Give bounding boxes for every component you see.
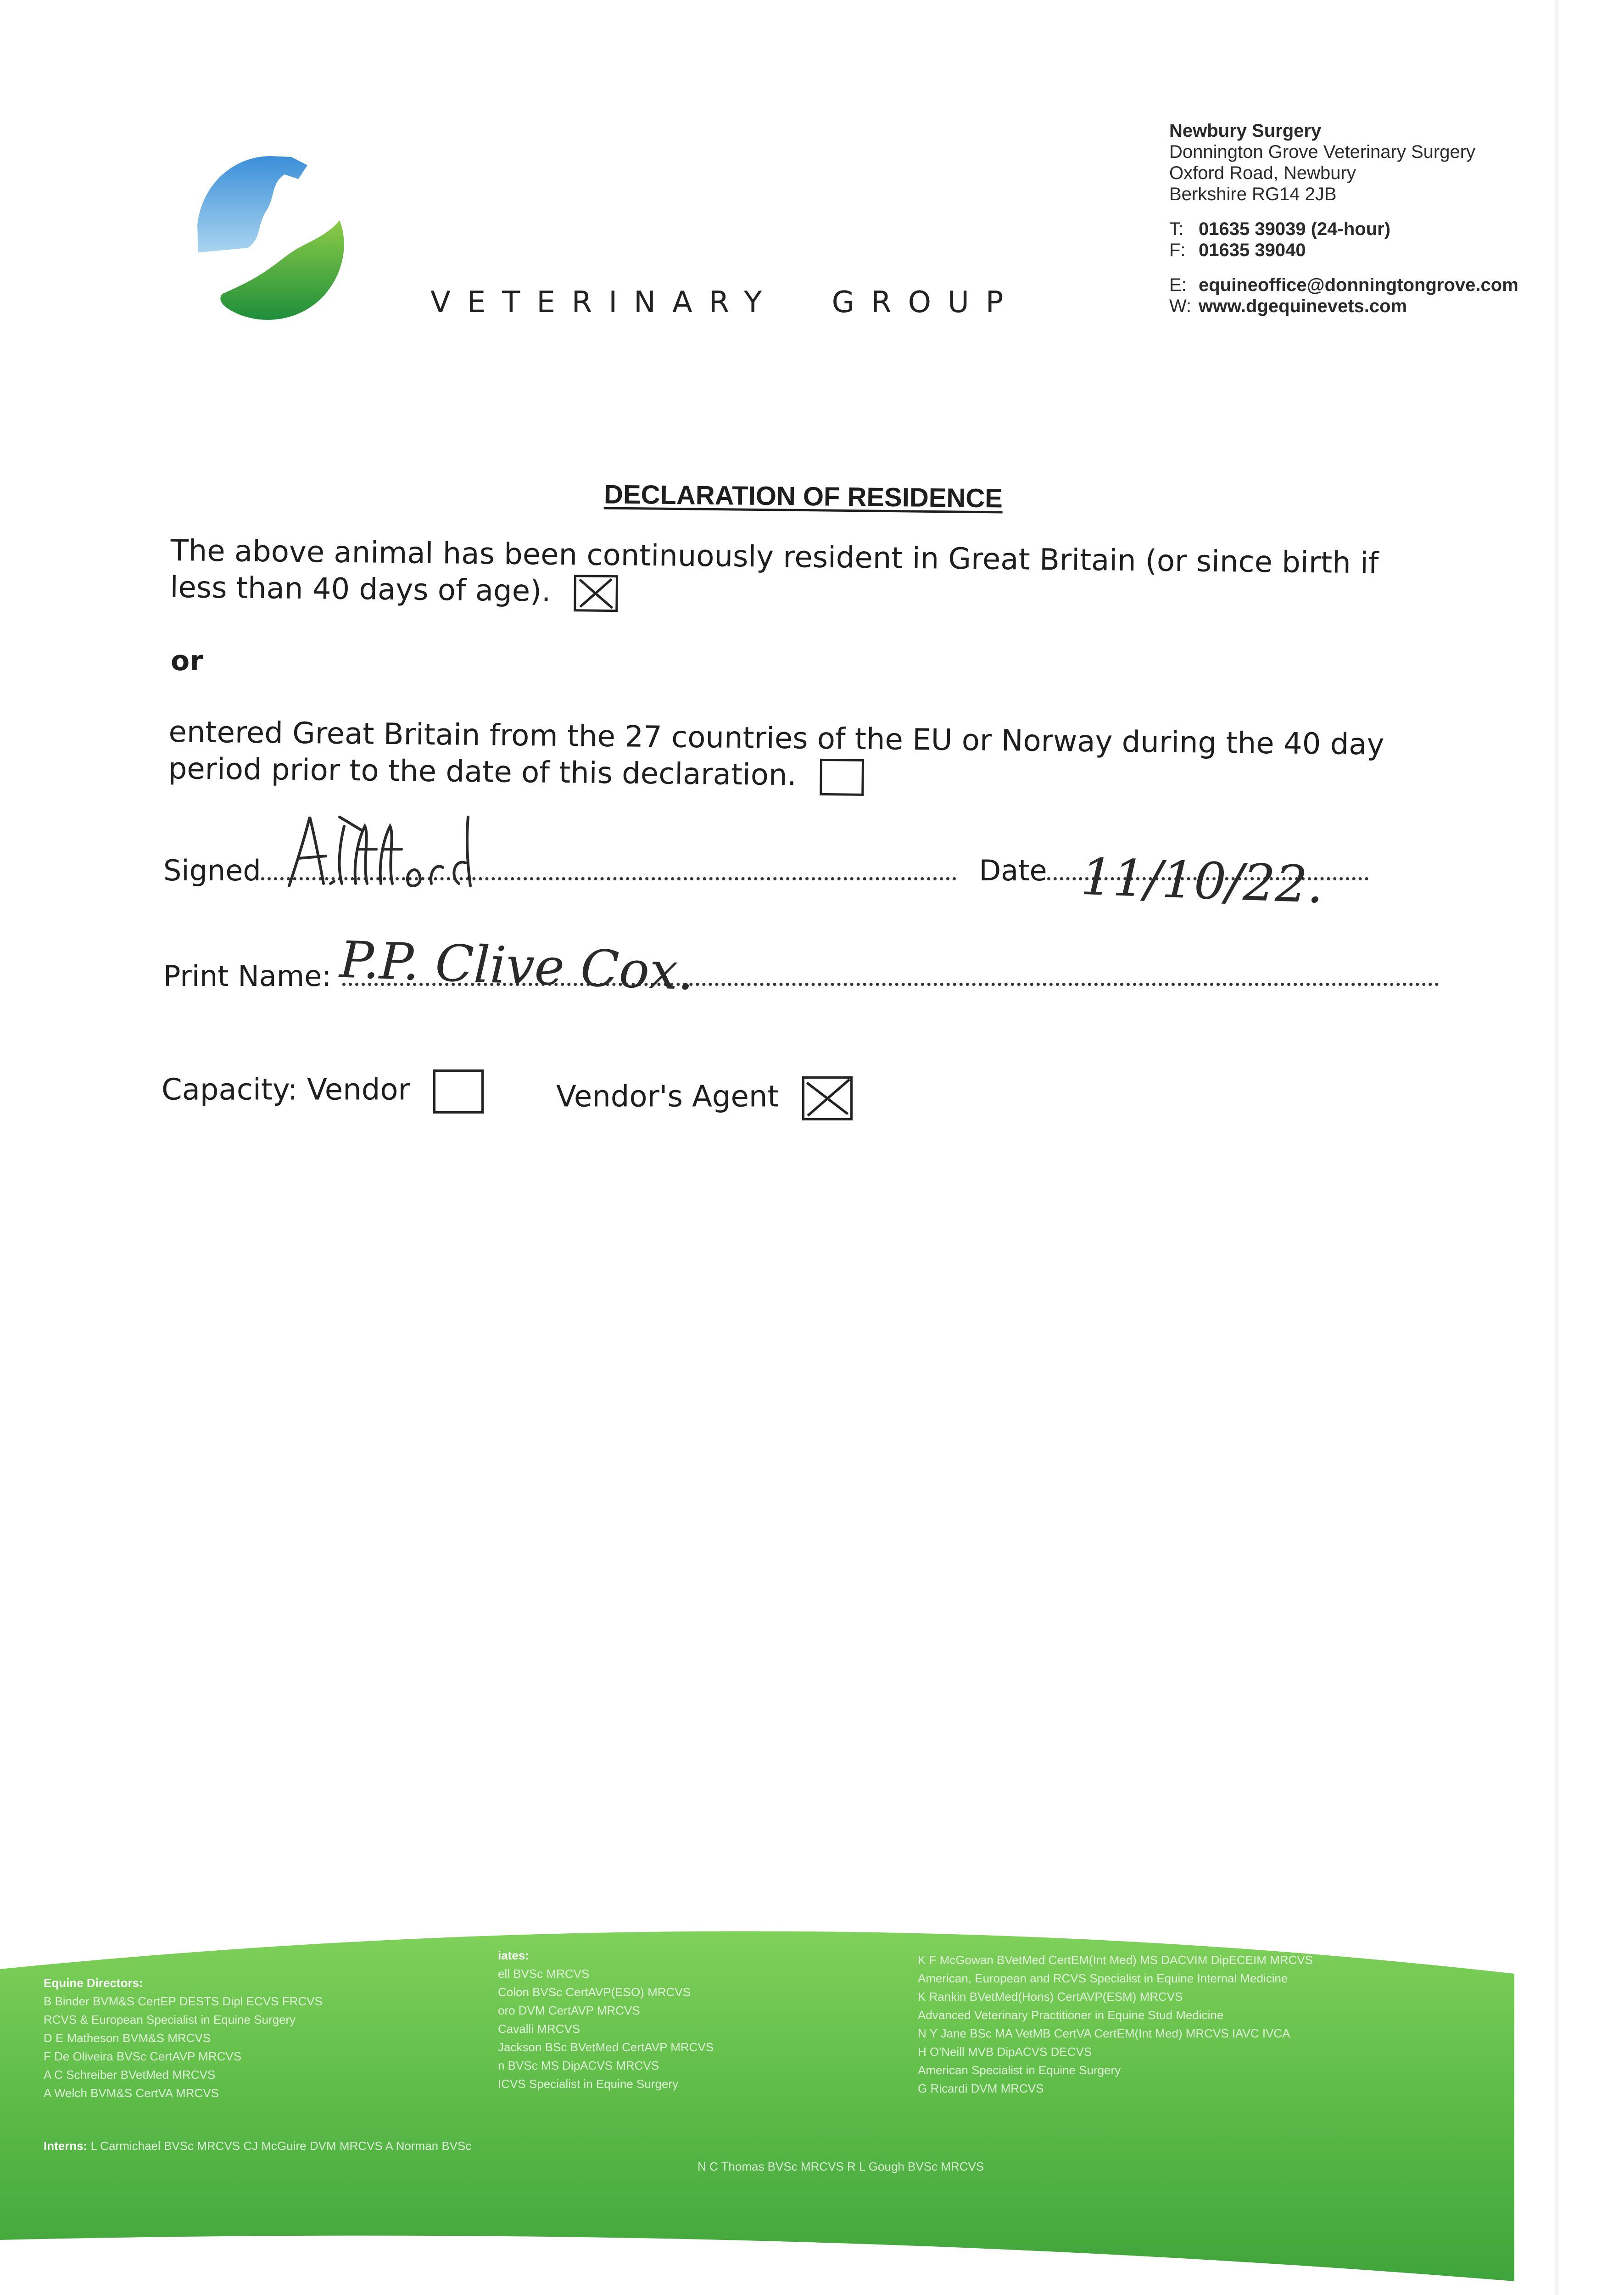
vendor-checkbox[interactable] <box>433 1069 484 1114</box>
footer-associates <box>498 1946 714 2093</box>
vet-line: Advanced Veterinary Practitioner in Equine Stud Medicine <box>918 2008 1224 2022</box>
footer-directors <box>44 1974 323 2102</box>
logo-icon <box>193 147 367 330</box>
director-line: F De Oliveira BVSc CertAVP MRCVS <box>44 2049 242 2063</box>
associate-line: ICVS Specialist in Equine Surgery <box>498 2077 679 2091</box>
fax-label: F: <box>1169 240 1186 260</box>
vet-line: H O'Neill MVB DipACVS DECVS <box>918 2045 1092 2059</box>
wordmark <box>430 285 1020 319</box>
checkbox-checked-icon <box>576 577 616 610</box>
signed-label: Signed <box>163 854 261 887</box>
wordmark-veterinary: VETERINARY <box>430 285 779 319</box>
footer-interns <box>44 2137 471 2155</box>
vet-line: K F McGowan BVetMed CertEM(Int Med) MS DACVIM DipECEIM MRCVS <box>918 1953 1313 1967</box>
fax: 01635 39040 <box>1199 240 1306 260</box>
option-2-text: entered Great Britain from the 27 countries of the EU or Norway during the 40 day period prior to the date of this declaration. <box>168 715 1384 793</box>
wordmark-group: GROUP <box>832 285 1020 319</box>
associate-line: Cavalli MRCVS <box>498 2022 580 2036</box>
footer-interns-2 <box>698 2157 984 2176</box>
web-link[interactable]: www.dgequinevets.com <box>1199 296 1407 316</box>
print-name-label: Print Name: <box>163 959 332 993</box>
option-2 <box>168 714 1417 802</box>
director-line: D E Matheson BVM&S MRCVS <box>44 2031 211 2045</box>
option-1-text: The above animal has been continuously resident in Great Britain (or since birth if less than 40 days of age). <box>170 533 1379 609</box>
associate-line: n BVSc MS DipACVS MRCVS <box>498 2059 659 2072</box>
directors-heading: Equine Directors: <box>44 1976 143 1990</box>
associates-heading: iates: <box>498 1948 529 1962</box>
phone-label: T: <box>1169 219 1184 239</box>
interns-line-1: L Carmichael BVSc MRCVS CJ McGuire DVM MRCVS A Norman BVSc <box>90 2139 472 2153</box>
or-text: or <box>171 645 203 677</box>
signature-image <box>285 808 496 895</box>
address-line-3: Berkshire RG14 2JB <box>1169 184 1337 204</box>
surgery-name: Newbury Surgery <box>1169 121 1322 141</box>
email-label: E: <box>1169 275 1187 295</box>
vendors-agent-checkbox[interactable] <box>802 1076 853 1120</box>
capacity-vendor <box>162 1069 484 1114</box>
form-title: DECLARATION OF RESIDENCE <box>603 479 1003 514</box>
associate-line: Colon BVSc CertAVP(ESO) MRCVS <box>498 1985 691 1999</box>
footer-other-vets <box>918 1951 1313 2098</box>
director-line: A C Schreiber BVetMed MRCVS <box>44 2068 216 2082</box>
associate-line: Jackson BSc BVetMed CertAVP MRCVS <box>498 2040 714 2054</box>
director-line: RCVS & European Specialist in Equine Surgery <box>44 2013 296 2026</box>
vet-line: K Rankin BVetMed(Hons) CertAVP(ESM) MRCVS <box>918 1990 1183 2004</box>
print-name-value: P.P. Clive Cox. <box>339 930 695 1002</box>
web-label: W: <box>1169 296 1192 316</box>
associate-line: ell BVSc MRCVS <box>498 1967 590 1981</box>
capacity-label: Capacity: Vendor <box>162 1073 410 1107</box>
director-line: A Welch BVM&S CertVA MRCVS <box>44 2086 219 2100</box>
phone[interactable]: 01635 39039 (24-hour) <box>1199 219 1391 239</box>
option-1 <box>170 532 1437 621</box>
vet-line: G Ricardi DVM MRCVS <box>918 2082 1044 2095</box>
interns-heading: Interns: <box>44 2139 88 2153</box>
associate-line: oro DVM CertAVP MRCVS <box>498 2004 640 2017</box>
option-2-checkbox[interactable] <box>820 759 864 796</box>
vet-line: American Specialist in Equine Surgery <box>918 2063 1121 2077</box>
interns-line-2: N C Thomas BVSc MRCVS R L Gough BVSc MRCVS <box>698 2160 984 2173</box>
capacity-agent <box>556 1076 853 1120</box>
address-line-2: Oxford Road, Newbury <box>1169 163 1356 183</box>
option-1-checkbox[interactable] <box>574 575 618 612</box>
email-link[interactable]: equineoffice@donningtongrove.com <box>1199 275 1518 295</box>
address-line-1: Donnington Grove Veterinary Surgery <box>1169 142 1476 162</box>
vendors-agent-label: Vendor's Agent <box>556 1080 779 1114</box>
vet-line: N Y Jane BSc MA VetMB CertVA CertEM(Int Med) MRCVS IAVC IVCA <box>918 2026 1290 2040</box>
date-label: Date <box>979 854 1047 887</box>
date-value: 11/10/22. <box>1079 847 1325 915</box>
checkbox-checked-icon <box>804 1079 850 1118</box>
director-line: B Binder BVM&S CertEP DESTS Dipl ECVS FRCVS <box>44 1994 323 2008</box>
vet-line: American, European and RCVS Specialist in Equine Internal Medicine <box>918 1971 1288 1985</box>
address-block <box>1169 120 1518 317</box>
